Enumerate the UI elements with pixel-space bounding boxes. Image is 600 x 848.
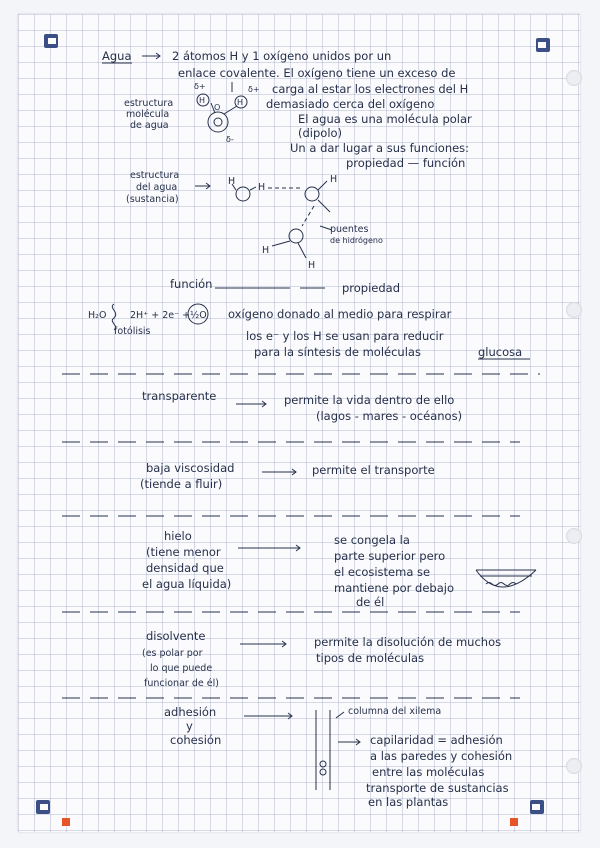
delta-minus: δ- xyxy=(226,135,234,144)
header-line-8: propiedad — función xyxy=(346,156,466,170)
prop-viscosidad-2: (tiende a fluir) xyxy=(140,477,223,491)
molecule-label-2: molécula xyxy=(126,109,170,120)
photo-line-1: oxígeno donado al medio para respirar xyxy=(228,307,452,321)
delta-plus: δ+ xyxy=(248,85,260,94)
oxygen-atom xyxy=(236,187,250,201)
glucosa-label: glucosa xyxy=(478,345,523,359)
hielo-fn-1: se congela la xyxy=(334,533,410,547)
hielo-fn-5: de él xyxy=(356,595,385,609)
structure-label-3: (sustancia) xyxy=(126,194,179,205)
prop-hielo-2: (tiene menor xyxy=(146,545,221,559)
reaction-label: 2H⁺ + 2e⁻ + xyxy=(130,310,191,321)
structure-label-1: estructura xyxy=(130,170,180,181)
header-line-3: carga al estar los electrones del H xyxy=(272,82,469,96)
header-line-7: Un a dar lugar a sus funciones: xyxy=(290,141,470,155)
oxygen-atom xyxy=(208,112,228,132)
adhesion-fn-4: transporte de sustancias xyxy=(366,781,509,795)
delta-plus: δ+ xyxy=(194,82,206,91)
header-line-2: enlace covalente. El oxígeno tiene un exceso de xyxy=(178,66,456,80)
header-line-5: El agua es una molécula polar xyxy=(298,112,472,126)
h2o-label: H₂O xyxy=(88,310,107,321)
prop-adhesion-3: cohesión xyxy=(170,733,222,747)
transparente-fn-1: permite la vida dentro de ello xyxy=(284,393,455,407)
adhesion-fn-5: en las plantas xyxy=(368,795,449,809)
adhesion-fn-2: a las paredes y cohesión xyxy=(370,749,513,763)
h-label: H xyxy=(258,182,266,193)
prop-viscosidad-1: baja viscosidad xyxy=(146,461,235,475)
oxygen-atom xyxy=(289,229,303,243)
h-label: H xyxy=(330,174,338,185)
hielo-fn-4: mantiene por debajo xyxy=(334,581,455,595)
prop-disolvente-1: disolvente xyxy=(146,629,206,643)
prop-disolvente-2: (es polar por xyxy=(142,648,203,659)
h-label: H xyxy=(228,176,236,187)
prop-disolvente-4: funcionar de él) xyxy=(144,678,219,689)
hielo-fn-2: parte superior pero xyxy=(334,549,446,563)
half-o2-label: ½O xyxy=(190,310,207,321)
o-label: O xyxy=(214,103,221,112)
fotolisis-label: fotólisis xyxy=(114,326,151,337)
oxygen-nucleus xyxy=(214,118,222,126)
molecule-label-3: de agua xyxy=(130,120,169,131)
oxygen-atom xyxy=(305,187,319,201)
h-label: H xyxy=(199,96,206,105)
molecule-label-1: estructura xyxy=(124,98,174,109)
header-line-4: demasiado cerca del oxígeno xyxy=(266,97,435,111)
h-label: H xyxy=(308,260,316,271)
agua-title: Agua xyxy=(102,49,132,63)
prop-hielo-3: densidad que xyxy=(146,561,224,575)
prop-adhesion-1: adhesión xyxy=(164,705,217,719)
photo-line-3: para la síntesis de moléculas xyxy=(254,345,421,359)
xilema-label: columna del xilema xyxy=(348,706,442,717)
lake-drawing xyxy=(476,570,536,587)
prop-adhesion-2: y xyxy=(186,719,193,733)
bridge-label-2: de hidrógeno xyxy=(330,236,383,245)
h-label: H xyxy=(262,245,270,256)
header-line-1: 2 átomos H y 1 oxígeno unidos por un xyxy=(172,49,392,63)
adhesion-fn-3: entre las moléculas xyxy=(372,765,485,779)
adhesion-fn-1: capilaridad = adhesión xyxy=(370,733,503,747)
structure-label-2: del agua xyxy=(136,182,178,193)
disolvente-fn-2: tipos de moléculas xyxy=(316,651,425,665)
hielo-fn-3: el ecosistema se xyxy=(334,565,431,579)
bridge-label-1: puentes xyxy=(330,224,369,235)
disolvente-fn-1: permite la disolución de muchos xyxy=(314,635,502,649)
propiedad-label: propiedad xyxy=(342,281,401,295)
photo-line-2: los e⁻ y los H se usan para reducir xyxy=(246,329,444,343)
prop-hielo-1: hielo xyxy=(164,529,192,543)
header-line-6: (dipolo) xyxy=(298,126,343,140)
prop-disolvente-3: lo que puede xyxy=(150,663,213,674)
prop-transparente: transparente xyxy=(142,389,217,403)
h-label: H xyxy=(237,98,244,107)
funcion-label: función xyxy=(170,277,213,291)
transparente-fn-2: (lagos - mares - océanos) xyxy=(316,409,463,423)
prop-hielo-4: el agua líquida) xyxy=(142,577,232,591)
viscosidad-fn: permite el transporte xyxy=(312,463,435,477)
